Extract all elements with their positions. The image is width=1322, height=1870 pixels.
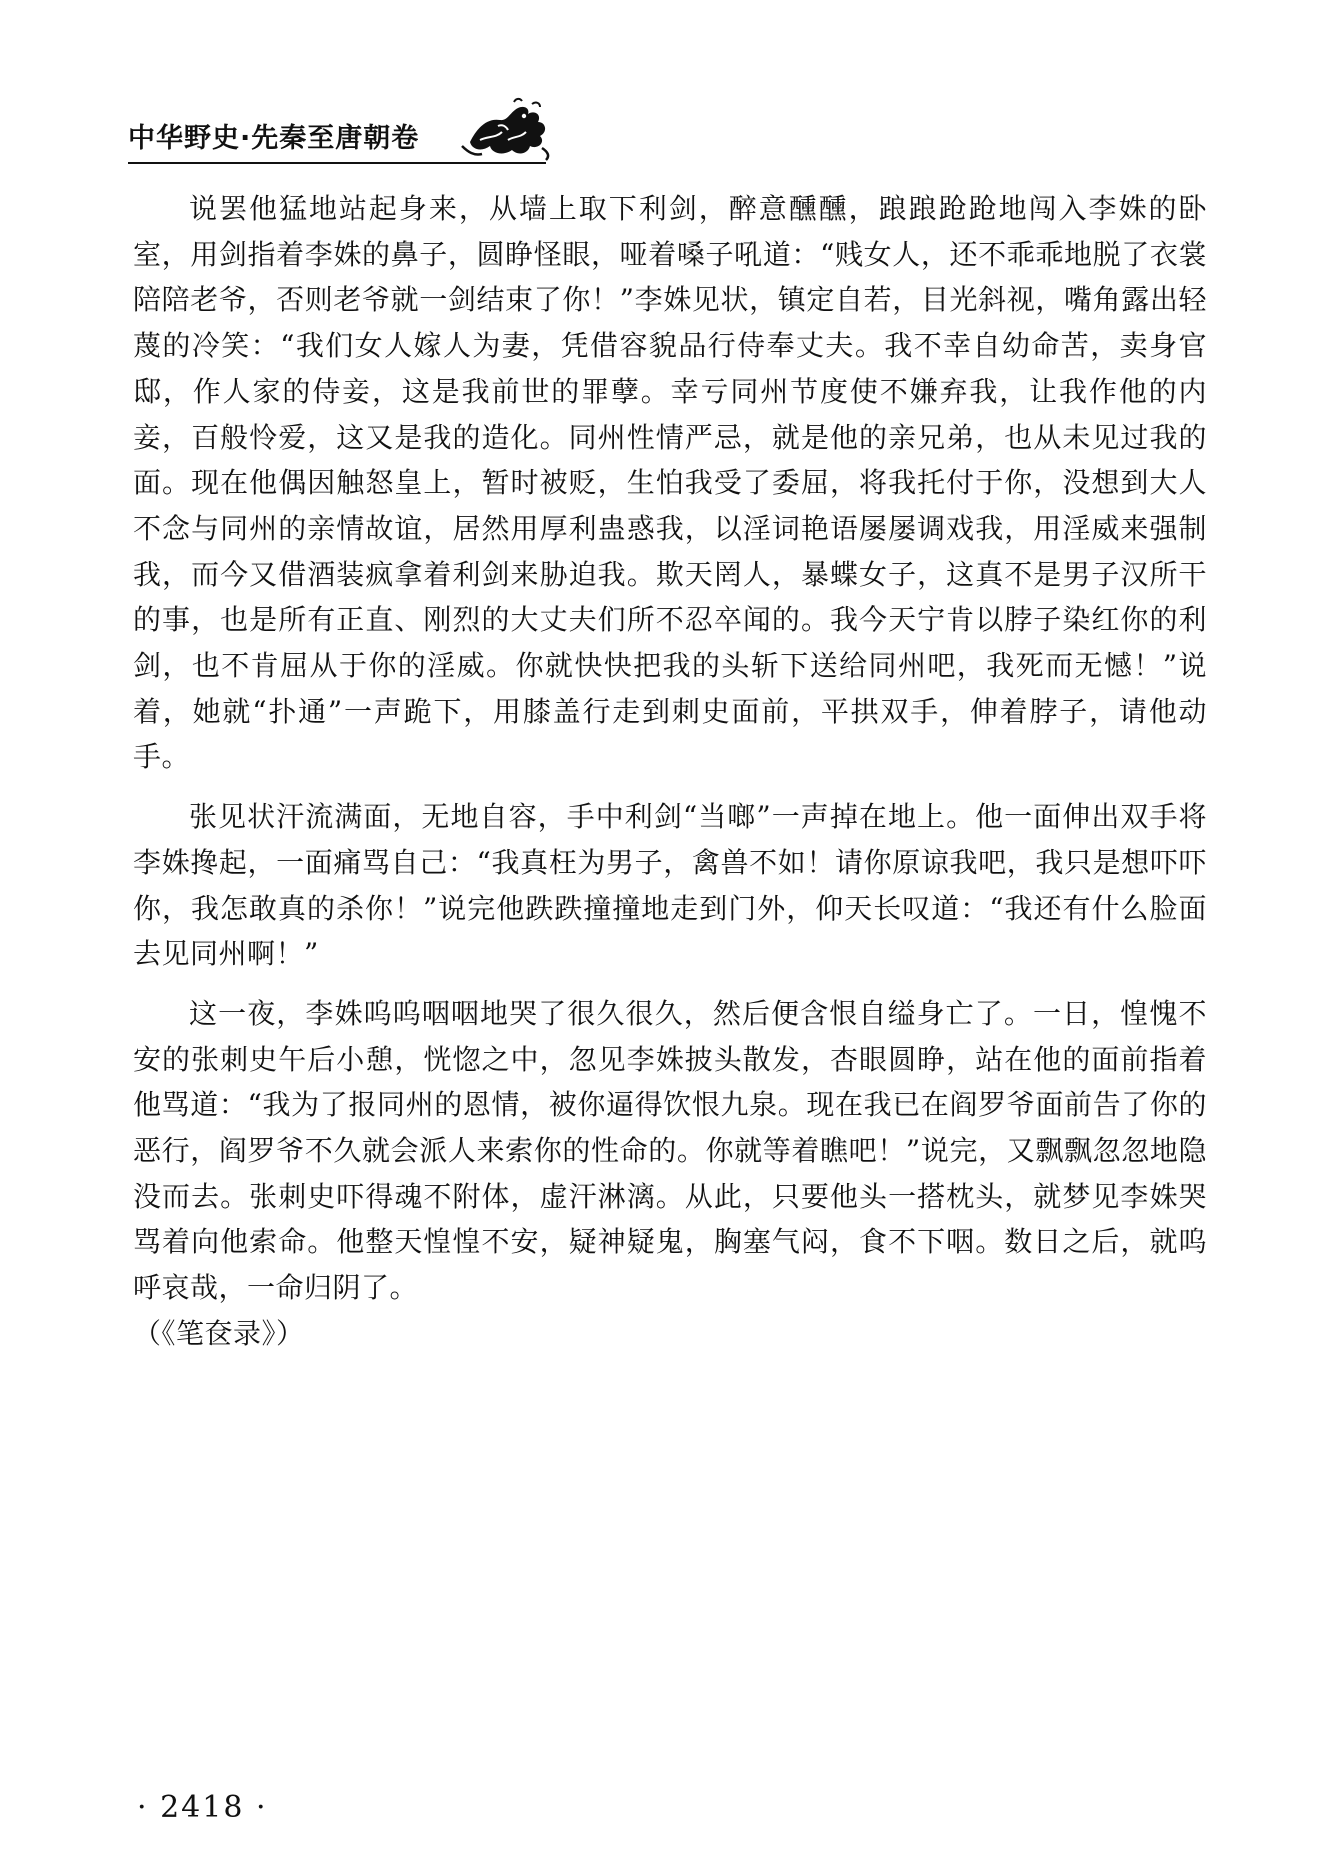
header-rule [128,162,546,164]
paragraph-1: 说罢他猛地站起身来，从墙上取下利剑，醉意醺醺，踉踉跄跄地闯入李姝的卧室，用剑指着李姝的鼻子，圆睁怪眼，哑着嗓子吼道：“贱女人，还不乖乖地脱了衣裳陪陪老爷，否则老爷就一剑结束了你！”李姝见状，镇定自若，目光斜视，嘴角露出轻蔑的冷笑：“我们女人嫁人为妻，凭借容貌品行侍奉丈夫。我不幸自幼命苦，卖身官邸，作人家的侍妾，这是我前世的罪孽。幸亏同州节度使不嫌弃我，让我作他的内妾，百般怜爱，这又是我的造化。同州性情严忌，就是他的亲兄弟，也从未见过我的面。现在他偶因触怒皇上，暂时被贬，生怕我受了委屈，将我托付于你，没想到大人不念与同州的亲情故谊，居然用厚利蛊惑我，以淫词艳语屡屡调戏我，用淫威来强制我，而今又借酒装疯拿着利剑来胁迫我。欺天罔人，暴蝶女子，这真不是男子汉所干的事，也是所有正直、刚烈的大丈夫们所不忍卒闻的。我今天宁肯以脖子染红你的利剑，也不肯屈从于你的淫威。你就快快把我的头斩下送给同州吧，我死而无憾！”说着，她就“扑通”一声跪下，用膝盖行走到刺史面前，平拱双手，伸着脖子，请他动手。 [133,192,1207,774]
paragraph-3: 这一夜，李姝呜呜咽咽地哭了很久很久，然后便含恨自缢身亡了。一日，惶愧不安的张刺史午后小憩，恍惚之中，忽见李姝披头散发，杏眼圆睁，站在他的面前指着他骂道：“我为了报同州的恩情，被你逼得饮恨九泉。现在我已在阎罗爷面前告了你的恶行，阎罗爷不久就会派人来索你的性命的。你就等着瞧吧！”说完，又飘飘忽忽地隐没而去。张刺史吓得魂不附体，虚汗淋漓。从此，只要他头一搭枕头，就梦见李姝哭骂着向他索命。他整天惶惶不安，疑神疑鬼，胸塞气闷，食不下咽。数日之后，就呜呼哀哉，一命归阴了。 [133,996,1207,1305]
running-header [128,96,548,162]
dragon-emblem-icon [458,96,554,162]
page-number: · 2418 · [137,1790,268,1825]
source-citation: （《笔奁录》） [133,1316,305,1350]
paragraph-2: 张见状汗流满面，无地自容，手中利剑“当啷”一声掉在地上。他一面伸出双手将李姝搀起，一面痛骂自己：“我真枉为男子，禽兽不如！请你原谅我吧，我只是想吓吓你，我怎敢真的杀你！”说完他跌跌撞撞地走到门外，仰天长叹道：“我还有什么脸面去见同州啊！” [133,800,1207,971]
book-title: 中华野史·先秦至唐朝卷 [128,123,420,154]
article-body [133,186,1207,1357]
